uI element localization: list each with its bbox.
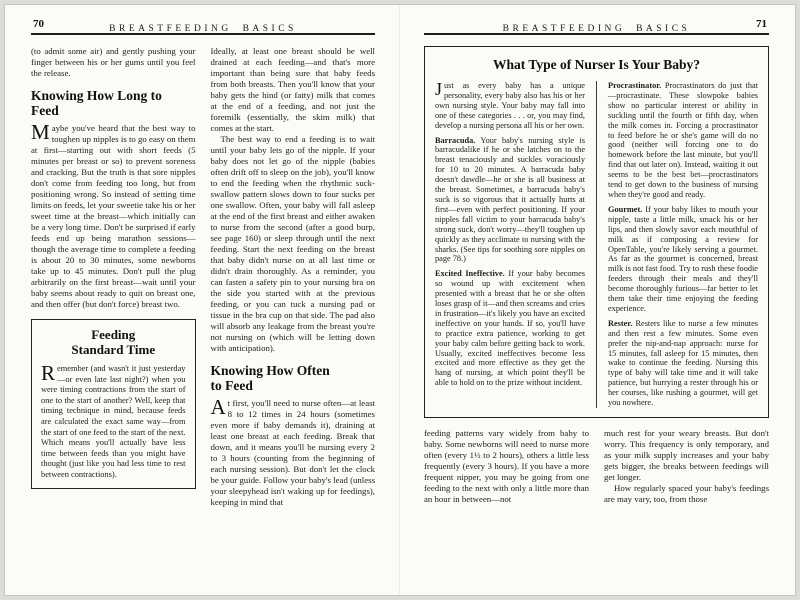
sidebar-box-paragraph bbox=[41, 361, 186, 481]
nurser-box-columns bbox=[435, 81, 758, 408]
run-in-head: Gourmet. bbox=[608, 204, 643, 214]
paragraph-text: emember (and wasn't it just yesterday—or even late last night?) when you were timing contractions from the start of one to the start of another? Well, keep that timing technique in mind, because feeds are calculated the exact same way—from the start of one feed to the start of the next. Which means you'll actually have less time between feeds than you might have thought (just like you had less time to rest between contractions). bbox=[41, 364, 186, 479]
run-in-head: Excited Ineffective. bbox=[435, 269, 505, 279]
nurser-type-box bbox=[424, 46, 769, 418]
paragraph-much-rest: much rest for your weary breasts. But don't worry. This frequency is only temporary, and as your milk supply increases and your baby gets bigger, the breaks between feedings will get longer. bbox=[604, 428, 769, 482]
open-book bbox=[4, 4, 796, 596]
feeding-standard-time-box bbox=[31, 319, 196, 489]
paragraph-continuation: (to admit some air) and gently pushing your finger between his or her gums until you feel the release. bbox=[31, 46, 196, 78]
nurser-type-excited-ineffective bbox=[435, 269, 585, 388]
paragraph-text: If your baby becomes so wound up with excitement when presented with a breast that he or she often loses grasp of it—and then screams and cries in frustration—it's likely you have an excited ineffective on your hands. If so, you'll have to practice extra patience, working to get your baby calm before getting back to work. Usually, excited ineffectives become less excited and more effective as they get the hang of nursing, at which point they'll be able to hold on to the prize without incident. bbox=[435, 269, 585, 388]
left-page-column-2 bbox=[211, 46, 376, 508]
paragraph-ideally: Ideally, at least one breast should be well drained at each feeding—and that's more important than being sure that baby feeds from both breasts. Then you'll know that your baby gets the hind (or fatty) milk that comes at the end of a feeding, and not just the foremilk (essentially, the skim milk) that comes at the start. bbox=[210, 46, 375, 133]
page-70 bbox=[5, 5, 400, 595]
box-title-line: Feeding bbox=[91, 327, 136, 342]
nurser-box-column-2 bbox=[597, 81, 758, 408]
paragraph-text: t first, you'll need to nurse often—at least 8 to 12 times in 24 hours (sometimes even more if baby demands it), draining at least one breast at each feeding. Break that down, and it means you'll be nursing every 2 to 3 hours (counting from the beginning of each nursing session). But don't let the clock be your guide. Follow your baby's lead (unless your sleepyhead isn't waking up for feedings), keeping in mind that bbox=[210, 398, 375, 507]
page-number-right: 71 bbox=[756, 18, 767, 30]
paragraph-text: Resters like to nurse a few minutes and then rest a few minutes. Some even prefer the nip-and-nap approach: nurse for 15 minutes, fall asleep for 15 minutes, then wake to continue the feeding. Nursing this type of baby will take time and it will take patience, but hurrying a rester through his or her courses, like rushing a gourmet, will get you nowhere. bbox=[608, 318, 758, 408]
paragraph-how-long bbox=[31, 120, 196, 310]
nurser-type-rester bbox=[608, 319, 758, 408]
nurser-intro-paragraph bbox=[435, 81, 585, 131]
drop-cap: J bbox=[435, 79, 443, 99]
running-head-right: BREASTFEEDING BASICS bbox=[502, 24, 691, 34]
paragraph-how-regularly: How regularly spaced your baby's feedings are may vary, too, from those bbox=[604, 483, 769, 504]
page-71 bbox=[400, 5, 795, 595]
section-heading-how-often: Knowing How Often to Feed bbox=[210, 363, 330, 393]
page-number-left: 70 bbox=[33, 18, 44, 30]
nurser-box-title: What Type of Nurser Is Your Baby? bbox=[492, 57, 701, 72]
drop-cap: M bbox=[31, 120, 50, 144]
sidebar-box-title bbox=[41, 328, 186, 357]
nurser-type-procrastinator bbox=[608, 81, 758, 200]
right-page-columns bbox=[424, 428, 769, 505]
run-in-head: Barracuda. bbox=[435, 135, 476, 145]
drop-cap: R bbox=[41, 361, 56, 385]
running-head-left: BREASTFEEDING BASICS bbox=[109, 24, 297, 34]
paragraph-text: aybe you've heard that the best way to toughen up nipples is to go easy on them at first—starting out with short feeds (5 minutes per breast or so) to prevent soreness and cracking. But the truth is that sore nipples don't come from feeding too long, but from positioning wrong. So instead of setting time limits on feeds, let your sweetie take his or her sweet time at the breast—which initially can be a very long time. Don't be surprised if early feeds end up being marathon sessions—though the average time to complete a feeding is about 20 to 30 minutes, some newborns take up to 45 minutes. Don't pull the plug arbitrarily on the first breast—wait until your baby seems about ready to quit on breast one, and then offer (but don't force) breast two. bbox=[31, 123, 196, 309]
paragraph-text: If your baby likes to mouth your nipple, taste a little milk, smack his or her lips, and then slowly savor each mouthful of milk as if composing a review for OpenTable, you're likely serving a gourmet. As far as the gourmet is concerned, breast milk is not fast food. Try to rush these foodie feeders through their meals and they'll become thoroughly furious—far better to let them take their time enjoying the feeding experience. bbox=[608, 204, 759, 313]
right-page-column-1 bbox=[424, 428, 589, 505]
paragraph-text: ust as every baby has a unique personality, every baby also has his or her own nursing style. Your baby may fall into one of these categories . . . or, you may find, develop a nursing persona all his or her own. bbox=[435, 81, 585, 130]
drop-cap: A bbox=[210, 395, 226, 419]
box-title-line: Standard Time bbox=[71, 341, 156, 357]
nurser-box-column-1 bbox=[435, 81, 597, 408]
right-page-column-2 bbox=[604, 428, 769, 505]
paragraph-text: Your baby's nursing style is barracudalike if he or she latches on to the breast tenaciously and suckles voraciously for 10 to 20 minutes. A barracuda baby doesn't dawdle—he or she is all business at the breast. Sometimes, a barracuda baby's suck is so vigorous that it actually hurts at first—even with perfect positioning. If your nipples fall victim to your barracuda baby's strong suck, don't worry—they'll toughen up quickly as they acclimate to nursing with the sharks. (See tips for soothing sore nipples on page 78.) bbox=[435, 135, 585, 264]
page-header-left bbox=[31, 18, 375, 35]
paragraph-best-way: The best way to end a feeding is to wait until your baby lets go of the nipple. If your baby does not let go of the nipple (babies often drift off to sleep on the job), you'll know to end the feeding when the rhythmic suck-swallow pattern slows down to four sucks per one swallow. Often, your baby will fall asleep at the end of the first breast and either awaken to nurse from the second (after a good burp, see page 160) or sleep through until the next feeding. Start the next feeding on the breast that baby didn't nurse on at all last time or didn't drain thoroughly. As a reminder, you can fasten a safety pin to your nursing bra on the side you started with at the previous feeding, or you can tuck a nursing pad or tissue in the bra cup on that side. The pad also will absorb any leakage from the breast you're not nursing on (which will be letting down with anticipation). bbox=[210, 134, 375, 353]
nurser-type-barracuda bbox=[435, 136, 585, 265]
run-in-head: Rester. bbox=[608, 318, 633, 328]
section-heading-how-long: Knowing How Long to Feed bbox=[31, 88, 162, 118]
run-in-head: Procrastinator. bbox=[608, 81, 662, 90]
paragraph-feeding-patterns: feeding patterns vary widely from baby to baby. Some newborns will need to nurse more often (every 1½ to 2 hours), others a little less frequently (every 3 hours). If you have a more frequent nipper, you may be going from one feeding to the next with only a little more than an hour in between—not bbox=[424, 428, 589, 504]
paragraph-how-often bbox=[210, 395, 376, 508]
left-page-columns bbox=[31, 46, 375, 508]
page-header-right bbox=[424, 18, 769, 35]
paragraph-text: Procrastinators do just that—procrastinate. These slowpoke babies show no particular interest or ability in suckling until the fourth or fifth day, when the milk comes in. Forcing a procrastinator to feed before he or she's game will do no good (neither will forcing one to do homework before the last minute, but you'll find that out later on). Instead, waiting it out seems to be the best bet—procrastinators tend to get down to the business of nursing when they're good and ready. bbox=[608, 81, 759, 199]
nurser-type-gourmet bbox=[608, 205, 758, 314]
left-page-column-1 bbox=[31, 46, 196, 508]
